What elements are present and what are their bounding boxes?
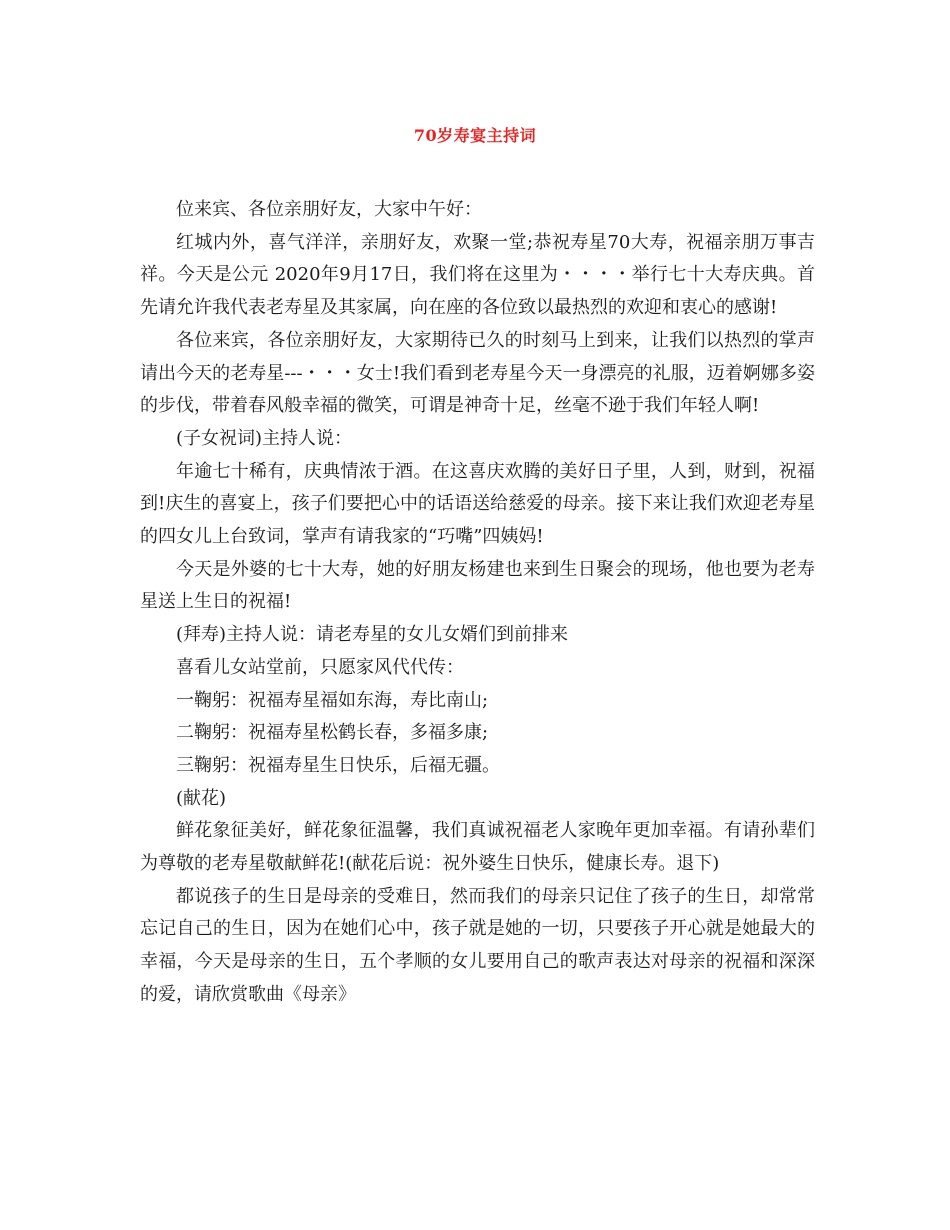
paragraph-flowers: 鲜花象征美好，鲜花象征温馨，我们真诚祝福老人家晚年更加幸福。有请孙辈们为尊敬的老寿星敬献鲜花!(献花后说：祝外婆生日快乐，健康长寿。退下) — [140, 820, 815, 875]
paragraph-children-speech-heading: (子女祝词)主持人说： — [176, 427, 353, 449]
paragraph-second-bow: 二鞠躬：祝福寿星松鹤长春，多福多康; — [176, 722, 489, 744]
paragraph-opening: 红城内外，喜气洋洋，亲朋好友，欢聚一堂;恭祝寿星70大寿，祝福亲朋万事吉祥。今天是公元 2020年9月17日，我们将在这里为・・・・举行七十大寿庆典。首先请允许我代表老寿星及其家属，向在座的各位致以最热烈的欢迎和衷心的感谢! — [140, 231, 815, 319]
paragraph-bowing-intro: 喜看儿女站堂前，只愿家风代代传： — [176, 656, 464, 678]
paragraph-greeting: 位来宾、各位亲朋好友，大家中午好： — [176, 199, 482, 220]
paragraph-bowing-heading: (拜寿)主持人说：请老寿星的女儿女婿们到前排来 — [176, 624, 569, 646]
document-title: 70岁寿宴主持词 — [413, 126, 537, 145]
paragraph-introduce-star: 各位来宾，各位亲朋好友，大家期待已久的时刻马上到来，让我们以热烈的掌声请出今天的老寿星---・・・女士!我们看到老寿星今天一身漂亮的礼服，迈着婀娜多姿的步伐，带着春风般幸福的微笑，可谓是神奇十足，丝毫不逊于我们年轻人啊! — [140, 329, 815, 417]
paragraph-friend-blessing: 今天是外婆的七十大寿，她的好朋友杨建也来到生日聚会的现场，他也要为老寿星送上生日的祝福! — [140, 558, 815, 613]
document-body — [140, 194, 815, 1012]
paragraph-third-bow: 三鞠躬：祝福寿星生日快乐，后福无疆。 — [176, 754, 500, 776]
paragraph-mother-song: 都说孩子的生日是母亲的受难日，然而我们的母亲只记住了孩子的生日，却常常忘记自己的生日，因为在她们心中，孩子就是她的一切，只要孩子开心就是她最大的幸福，今天是母亲的生日，五个孝顺的女儿要用自己的歌声表达对母亲的祝福和深深的爱，请欣赏歌曲《母亲》 — [140, 885, 815, 1005]
paragraph-flowers-heading: (献花) — [176, 787, 227, 809]
paragraph-first-bow: 一鞠躬：祝福寿星福如东海，寿比南山; — [176, 689, 489, 711]
paragraph-children-speech: 年逾七十稀有，庆典情浓于酒。在这喜庆欢腾的美好日子里，人到，财到，祝福到!庆生的喜宴上，孩子们要把心中的话语送给慈爱的母亲。接下来让我们欢迎老寿星的四女儿上台致词，掌声有请我家的“巧嘴”四姨妈! — [140, 460, 815, 548]
